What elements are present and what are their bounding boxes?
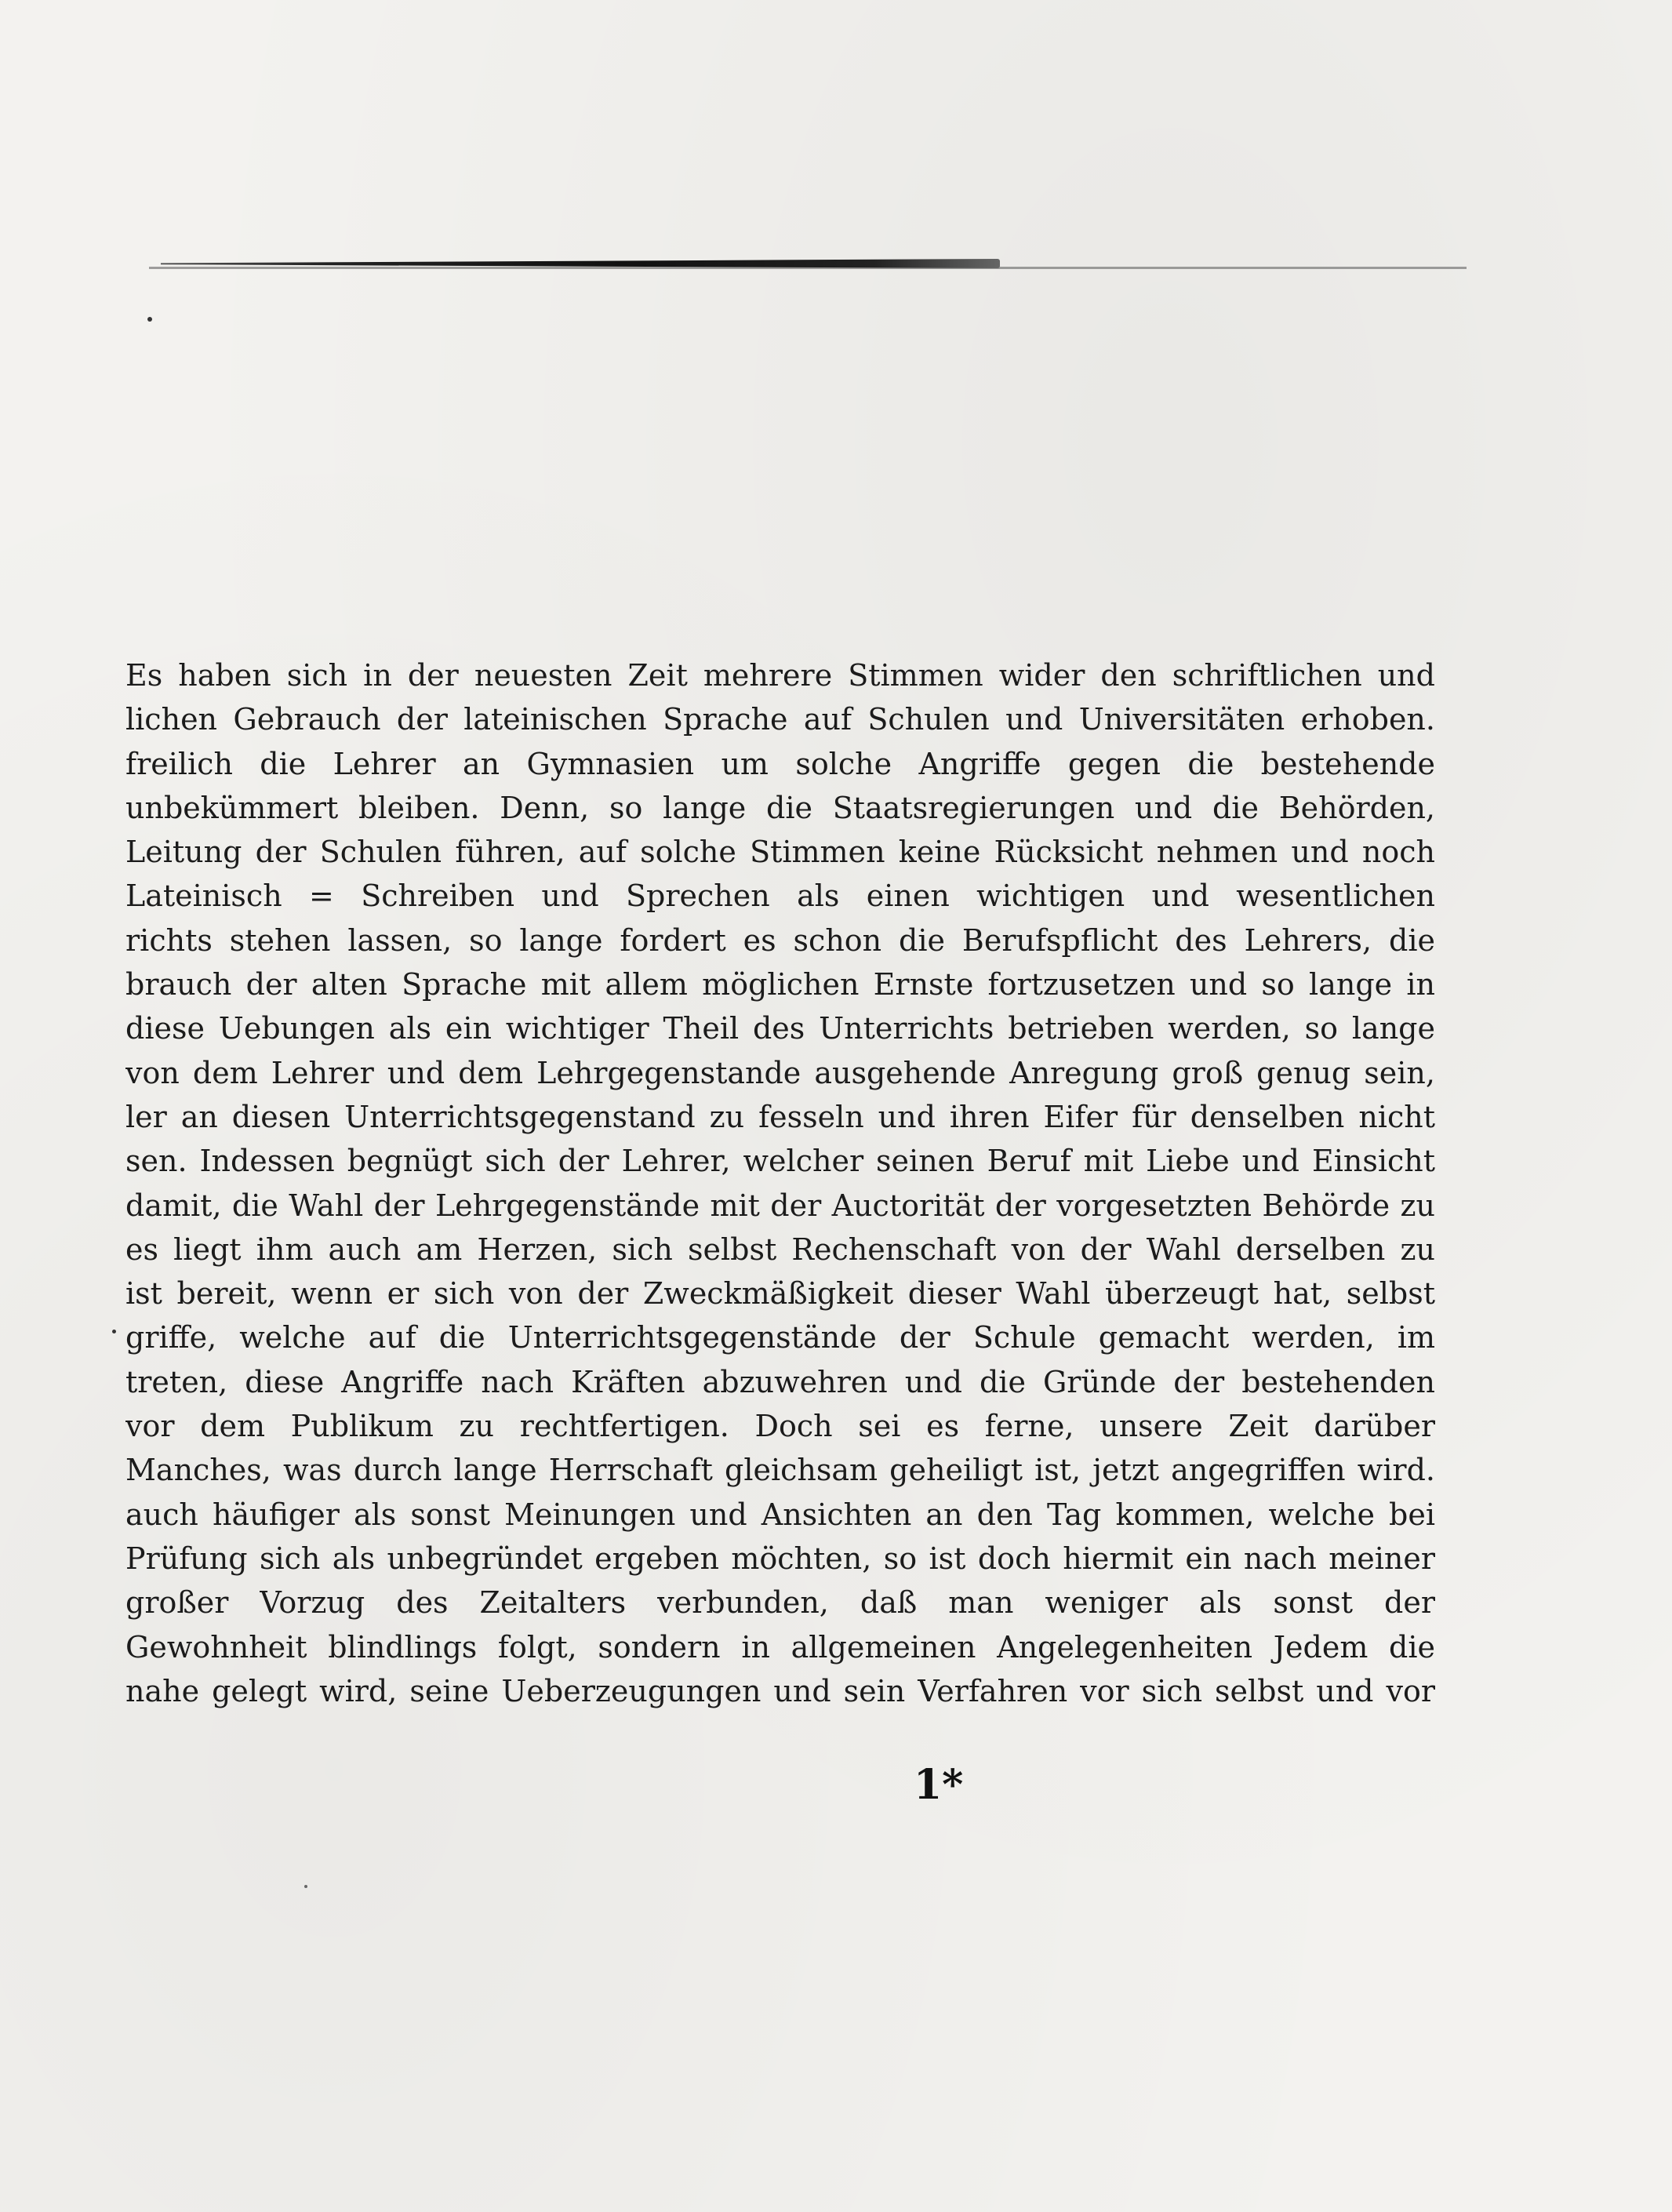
paragraph-line: auch häufiger als sonst Meinungen und Ansichten an den Tag kommen, welche bei [125,1497,1435,1532]
paragraph-line: Gewohnheit blindlings folgt, sondern in allgemeinen Angelegenheiten Jedem die [125,1629,1435,1664]
paragraph-line: freilich die Lehrer an Gymnasien um solche Angriffe gegen die bestehende [125,746,1435,781]
paragraph-line: diese Uebungen als ein wichtiger Theil des Unterrichts betrieben werden, so lange [125,1011,1435,1046]
paragraph-line: nahe gelegt wird, seine Ueberzeugungen und sein Verfahren vor sich selbst und vor [125,1673,1435,1708]
ink-speck [112,1330,116,1333]
paragraph-line: vor dem Publikum zu rechtfertigen. Doch sei es ferne, unsere Zeit darüber [125,1409,1435,1444]
paragraph-line: Lateinisch = Schreiben und Sprechen als einen wichtigen und wesentlichen [125,879,1435,914]
paragraph-line: sen. Indessen begnügt sich der Lehrer, welcher seinen Beruf mit Liebe und Einsicht [125,1144,1435,1179]
paragraph-line: brauch der alten Sprache mit allem möglichen Ernste fortzusetzen und so lange in [125,967,1435,1002]
paragraph-line: lichen Gebrauch der lateinischen Sprache auf Schulen und Universitäten erhoben. [125,702,1435,737]
paragraph-line: großer Vorzug des Zeitalters verbunden, daß man weniger als sonst der [125,1585,1435,1621]
paragraph-line: richts stehen lassen, so lange fordert es schon die Berufspflicht des Lehrers, die [125,922,1435,958]
paragraph-line: es liegt ihm auch am Herzen, sich selbst Rechenschaft von der Wahl derselben zu [125,1232,1435,1267]
paragraph-line: Manches, was durch lange Herrschaft gleichsam geheiligt ist, jetzt angegriffen wird. [125,1453,1435,1488]
paragraph-line: ler an diesen Unterrichtsgegenstand zu fesseln und ihren Eifer für denselben nicht [125,1099,1435,1134]
ink-speck [304,1885,307,1888]
ink-speck [147,317,152,322]
paragraph-line: treten, diese Angriffe nach Kräften abzuwehren und die Gründe der bestehenden [125,1364,1435,1399]
paragraph-line: griffe, welche auf die Unterrichtsgegenstände der Schule gemacht werden, im [125,1320,1435,1355]
bleed-through-shadow [133,235,1467,643]
signature-mark: 1* [914,1761,964,1809]
paragraph-line: unbekümmert bleiben. Denn, so lange die Staatsregierungen und die Behörden, [125,790,1435,825]
paragraph-line: Leitung der Schulen führen, auf solche Stimmen keine Rücksicht nehmen und noch [125,835,1435,870]
paragraph [125,653,1435,1713]
paragraph-line: ist bereit, wenn er sich von der Zweckmäßigkeit dieser Wahl überzeugt hat, selbst [125,1276,1435,1312]
paragraph-line: Es haben sich in der neuesten Zeit mehrere Stimmen wider den schriftlichen und [125,658,1435,693]
paragraph-line: Prüfung sich als unbegründet ergeben möchten, so ist doch hiermit ein nach meiner [125,1541,1435,1576]
paragraph-line: damit, die Wahl der Lehrgegenstände mit der Auctorität der vorgesetzten Behörde zu [125,1188,1435,1223]
paragraph-line: von dem Lehrer und dem Lehrgegenstande ausgehende Anregung groß genug sein, [125,1055,1435,1090]
